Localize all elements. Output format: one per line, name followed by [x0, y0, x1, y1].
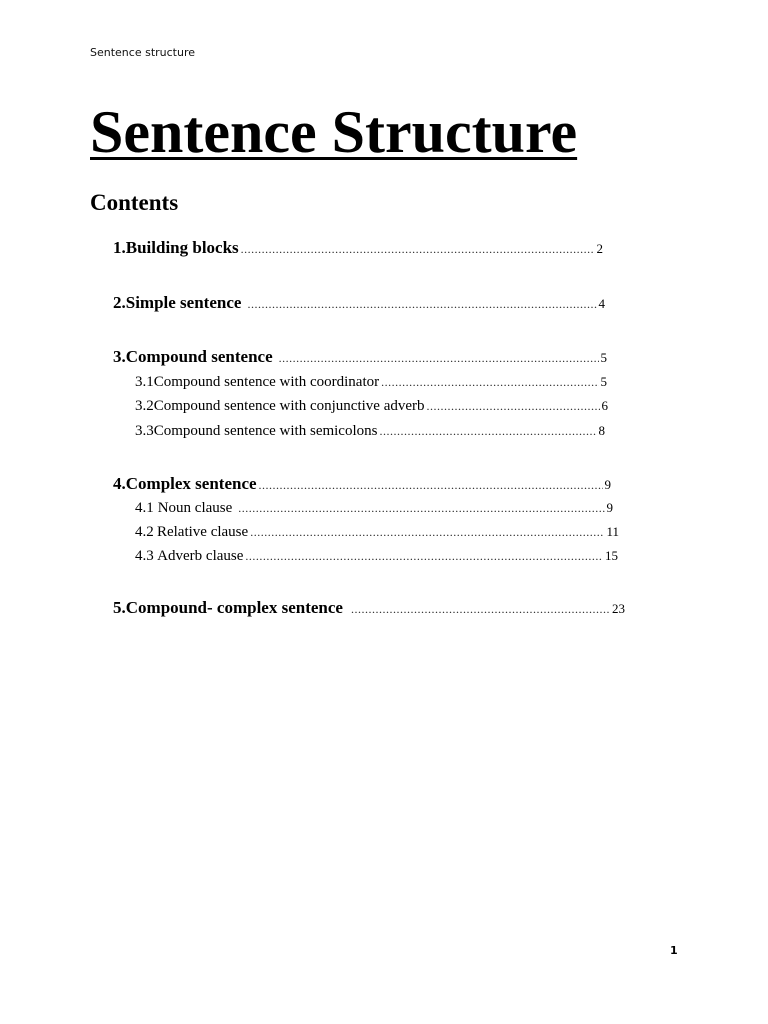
toc-entry-number: 4.3 [135, 548, 154, 564]
toc-entry-page: 23 [612, 601, 625, 616]
toc-entry-page: 15 [605, 548, 618, 563]
toc-leader-dots [279, 351, 599, 366]
toc-entry-page: 2 [596, 241, 603, 256]
toc-leader-dots [379, 424, 596, 439]
toc-entry-semicolons[interactable] [135, 423, 605, 440]
toc-entry-label: Complex sentence [125, 474, 257, 493]
page-number: 1 [670, 944, 678, 957]
toc-entry-page: 11 [606, 524, 619, 539]
toc-leader-dots [259, 478, 603, 493]
toc-entry-noun-clause[interactable] [135, 500, 613, 517]
toc-entry-label: Relative clause [156, 524, 249, 540]
toc-entry-number: 5. [113, 598, 126, 617]
toc-entry-number: 3.1 [135, 374, 154, 390]
toc-entry-number: 4. [113, 474, 126, 493]
toc-entry-number: 2. [113, 293, 126, 312]
toc-entry-complex-sentence[interactable] [113, 474, 611, 494]
toc-leader-dots [238, 501, 604, 516]
toc-entry-adverb-clause[interactable] [135, 548, 618, 565]
contents-heading: Contents [90, 190, 179, 215]
toc-entry-label: Compound- complex sentence [125, 598, 343, 617]
toc-entry-conjunctive-adverb[interactable] [135, 398, 608, 415]
toc-entry-page: 8 [598, 423, 605, 438]
toc-entry-compound-sentence[interactable] [113, 347, 607, 367]
toc-leader-dots [250, 525, 604, 540]
toc-leader-dots [381, 375, 598, 390]
toc-entry-page: 9 [606, 500, 613, 515]
toc-entry-label: Adverb clause [157, 548, 244, 564]
toc-entry-page: 6 [601, 398, 608, 413]
toc-entry-number: 4.1 [135, 500, 154, 516]
toc-entry-page: 5 [600, 374, 607, 389]
toc-entry-coordinator[interactable] [135, 374, 607, 391]
toc-entry-building-blocks[interactable] [113, 238, 603, 258]
toc-entry-number: 3.3 [135, 423, 154, 439]
toc-entry-label: Compound sentence with coordinator [153, 374, 380, 390]
toc-entry-label: Noun clause [157, 500, 233, 516]
toc-leader-dots [427, 399, 600, 414]
toc-entry-label: Compound sentence [125, 347, 273, 366]
toc-entry-page: 9 [604, 477, 611, 492]
toc-entry-number: 3. [113, 347, 126, 366]
toc-entry-page: 5 [600, 350, 607, 365]
document-title: Sentence Structure [90, 99, 578, 165]
toc-entry-relative-clause[interactable] [135, 524, 619, 541]
toc-entry-label: Compound sentence with semicolons [153, 423, 378, 439]
toc-entry-number: 1. [113, 238, 126, 257]
toc-entry-simple-sentence[interactable] [113, 293, 605, 313]
toc-entry-compound-complex-sentence[interactable] [113, 598, 625, 618]
toc-entry-label: Building blocks [125, 238, 239, 257]
toc-entry-number: 4.2 [135, 524, 154, 540]
toc-entry-label: Compound sentence with conjunctive adverb [153, 398, 425, 414]
toc-leader-dots [241, 242, 595, 257]
running-header: Sentence structure [90, 46, 196, 59]
toc-entry-page: 4 [598, 296, 605, 311]
toc-entry-label: Simple sentence [125, 293, 242, 312]
toc-leader-dots [351, 602, 610, 617]
toc-leader-dots [247, 297, 596, 312]
toc-entry-number: 3.2 [135, 398, 154, 414]
toc-leader-dots [245, 549, 603, 564]
